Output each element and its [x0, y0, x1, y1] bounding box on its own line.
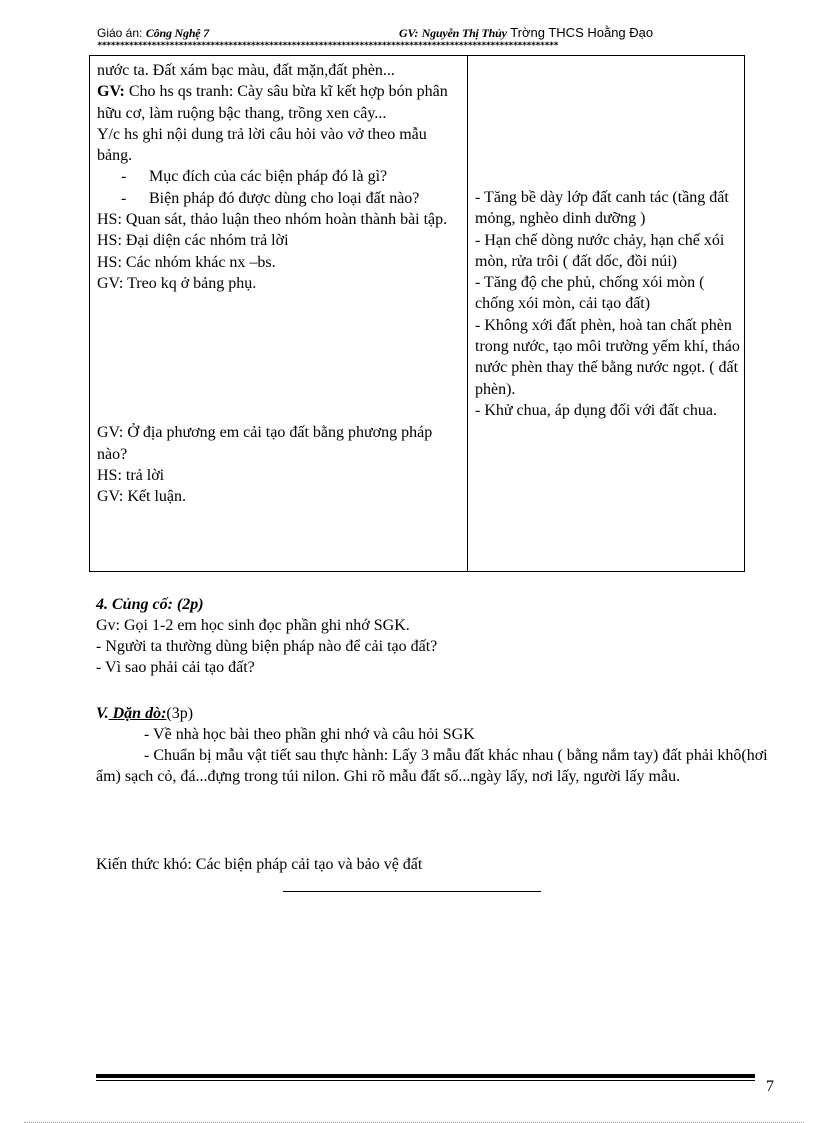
bullet-text: Mục đích của các biện pháp đó là gì? — [149, 168, 388, 186]
table-left-paragraph — [97, 81, 465, 124]
table-right-answer: - Tăng bề dày lớp đất canh tác (tầng đất mỏng, nghèo dinh dưỡng ) — [475, 189, 729, 228]
page-number: 7 — [766, 1078, 774, 1095]
bullet-dash: - — [121, 189, 127, 207]
table-left-column — [97, 60, 465, 507]
table-right-answer: - Không xới đất phèn, hoà tan chất phèn trong nước, tạo môi trường yếm khí, tháo nước phèn thay thế bằng nước ngọt. ( đất phèn). — [475, 316, 740, 398]
table-column-divider — [467, 56, 468, 571]
section-dan-do-line: - Chuẩn bị mẫu vật tiết sau thực hành: Lấy 3 mẫu đất khác nhau ( bằng nắm tay) đất phải khô(hơi ẩm) sạch cỏ, đá...đựng trong túi nilon. Ghi rõ mẫu đất số...ngày lấy, nơi lấy, người lấy mẫu. — [96, 747, 768, 785]
table-left-paragraph: HS: trả lời — [97, 466, 165, 484]
footer-thick-rule — [96, 1074, 755, 1078]
paragraph-lead: GV: — [97, 83, 125, 101]
separator-line — [283, 891, 541, 892]
table-left-paragraph: HS: Đại diện các nhóm trả lời — [97, 232, 289, 250]
header-school: Trờng THCS Hoằng Đạo — [510, 25, 654, 40]
bullet-dash: - — [121, 168, 127, 186]
table-left-bullet-item — [97, 166, 465, 187]
table-left-paragraph: GV: Kết luận. — [97, 488, 187, 506]
header-label-giao-an: Giáo án: — [97, 26, 143, 40]
section-cung-co-line: - Vì sao phải cải tạo đất? — [96, 659, 255, 676]
table-left-bullet-item — [97, 188, 465, 209]
header-teacher-name: Nguyễn Thị Thủy — [421, 26, 507, 40]
table-right-column — [475, 187, 743, 421]
table-left-paragraph: HS: Các nhóm khác nx –bs. — [97, 253, 276, 271]
table-left-paragraph: HS: Quan sát, thảo luận theo nhóm hoàn thành bài tập. — [97, 211, 448, 229]
table-right-answer: - Tăng độ che phủ, chống xói mòn ( chống xói mòn, cải tạo đất) — [475, 274, 705, 313]
header-subject: Công Nghệ 7 — [145, 26, 210, 40]
footer-thin-rule — [96, 1080, 755, 1081]
table-right-answer: - Hạn chế dòng nước chảy, hạn chế xói mòn, rửa trôi ( đất dốc, đồi núi) — [475, 231, 725, 270]
section-dan-do-time: (3p) — [166, 705, 194, 722]
table-left-paragraph: nước ta. Đất xám bạc màu, đất mặn,đất phèn... — [97, 62, 395, 79]
section-dan-do-heading: Dặn dò — [108, 705, 162, 722]
section-cung-co-line: - Người ta thường dùng biện pháp nào để cải tạo đất? — [96, 638, 438, 655]
section-cung-co — [96, 594, 756, 678]
lesson-table — [89, 55, 745, 572]
section-dan-do-line: - Về nhà học bài theo phần ghi nhớ và câu hỏi SGK — [144, 726, 475, 743]
section-dan-do-colon: : — [161, 705, 167, 722]
header-star-rule: ****************************************************************************************************** — [97, 41, 558, 51]
header-teacher-label: GV: — [399, 26, 419, 40]
section-dan-do — [96, 703, 786, 787]
section-cung-co-title: 4. Củng cố: (2p) — [96, 596, 204, 613]
table-left-paragraph: Y/c hs ghi nội dung trả lời câu hỏi vào vở theo mẫu bảng. — [97, 125, 427, 165]
section-dan-do-title — [96, 703, 786, 724]
table-left-paragraph: GV: Ở địa phương em cải tạo đất bằng phương pháp nào? — [97, 424, 433, 463]
table-left-paragraph: GV: Treo kq ở bảng phụ. — [97, 274, 257, 292]
paragraph-text: Cho hs qs tranh: Cày sâu bừa kĩ kết hợp bón phân hữu cơ, làm ruộng bậc thang, trồng xen cây... — [97, 83, 448, 122]
table-right-answer: - Khử chua, áp dụng đối với đất chua. — [475, 401, 717, 419]
section-cung-co-line: Gv: Gọi 1-2 em học sinh đọc phần ghi nhớ SGK. — [96, 617, 410, 634]
bullet-text: Biện pháp đó được dùng cho loại đất nào? — [149, 189, 420, 207]
table-left-spacer — [97, 294, 465, 422]
section-dan-do-prefix: V. — [96, 705, 109, 722]
difficult-knowledge-note: Kiến thức khó: Các biện pháp cải tạo và bảo vệ đất — [96, 856, 423, 873]
